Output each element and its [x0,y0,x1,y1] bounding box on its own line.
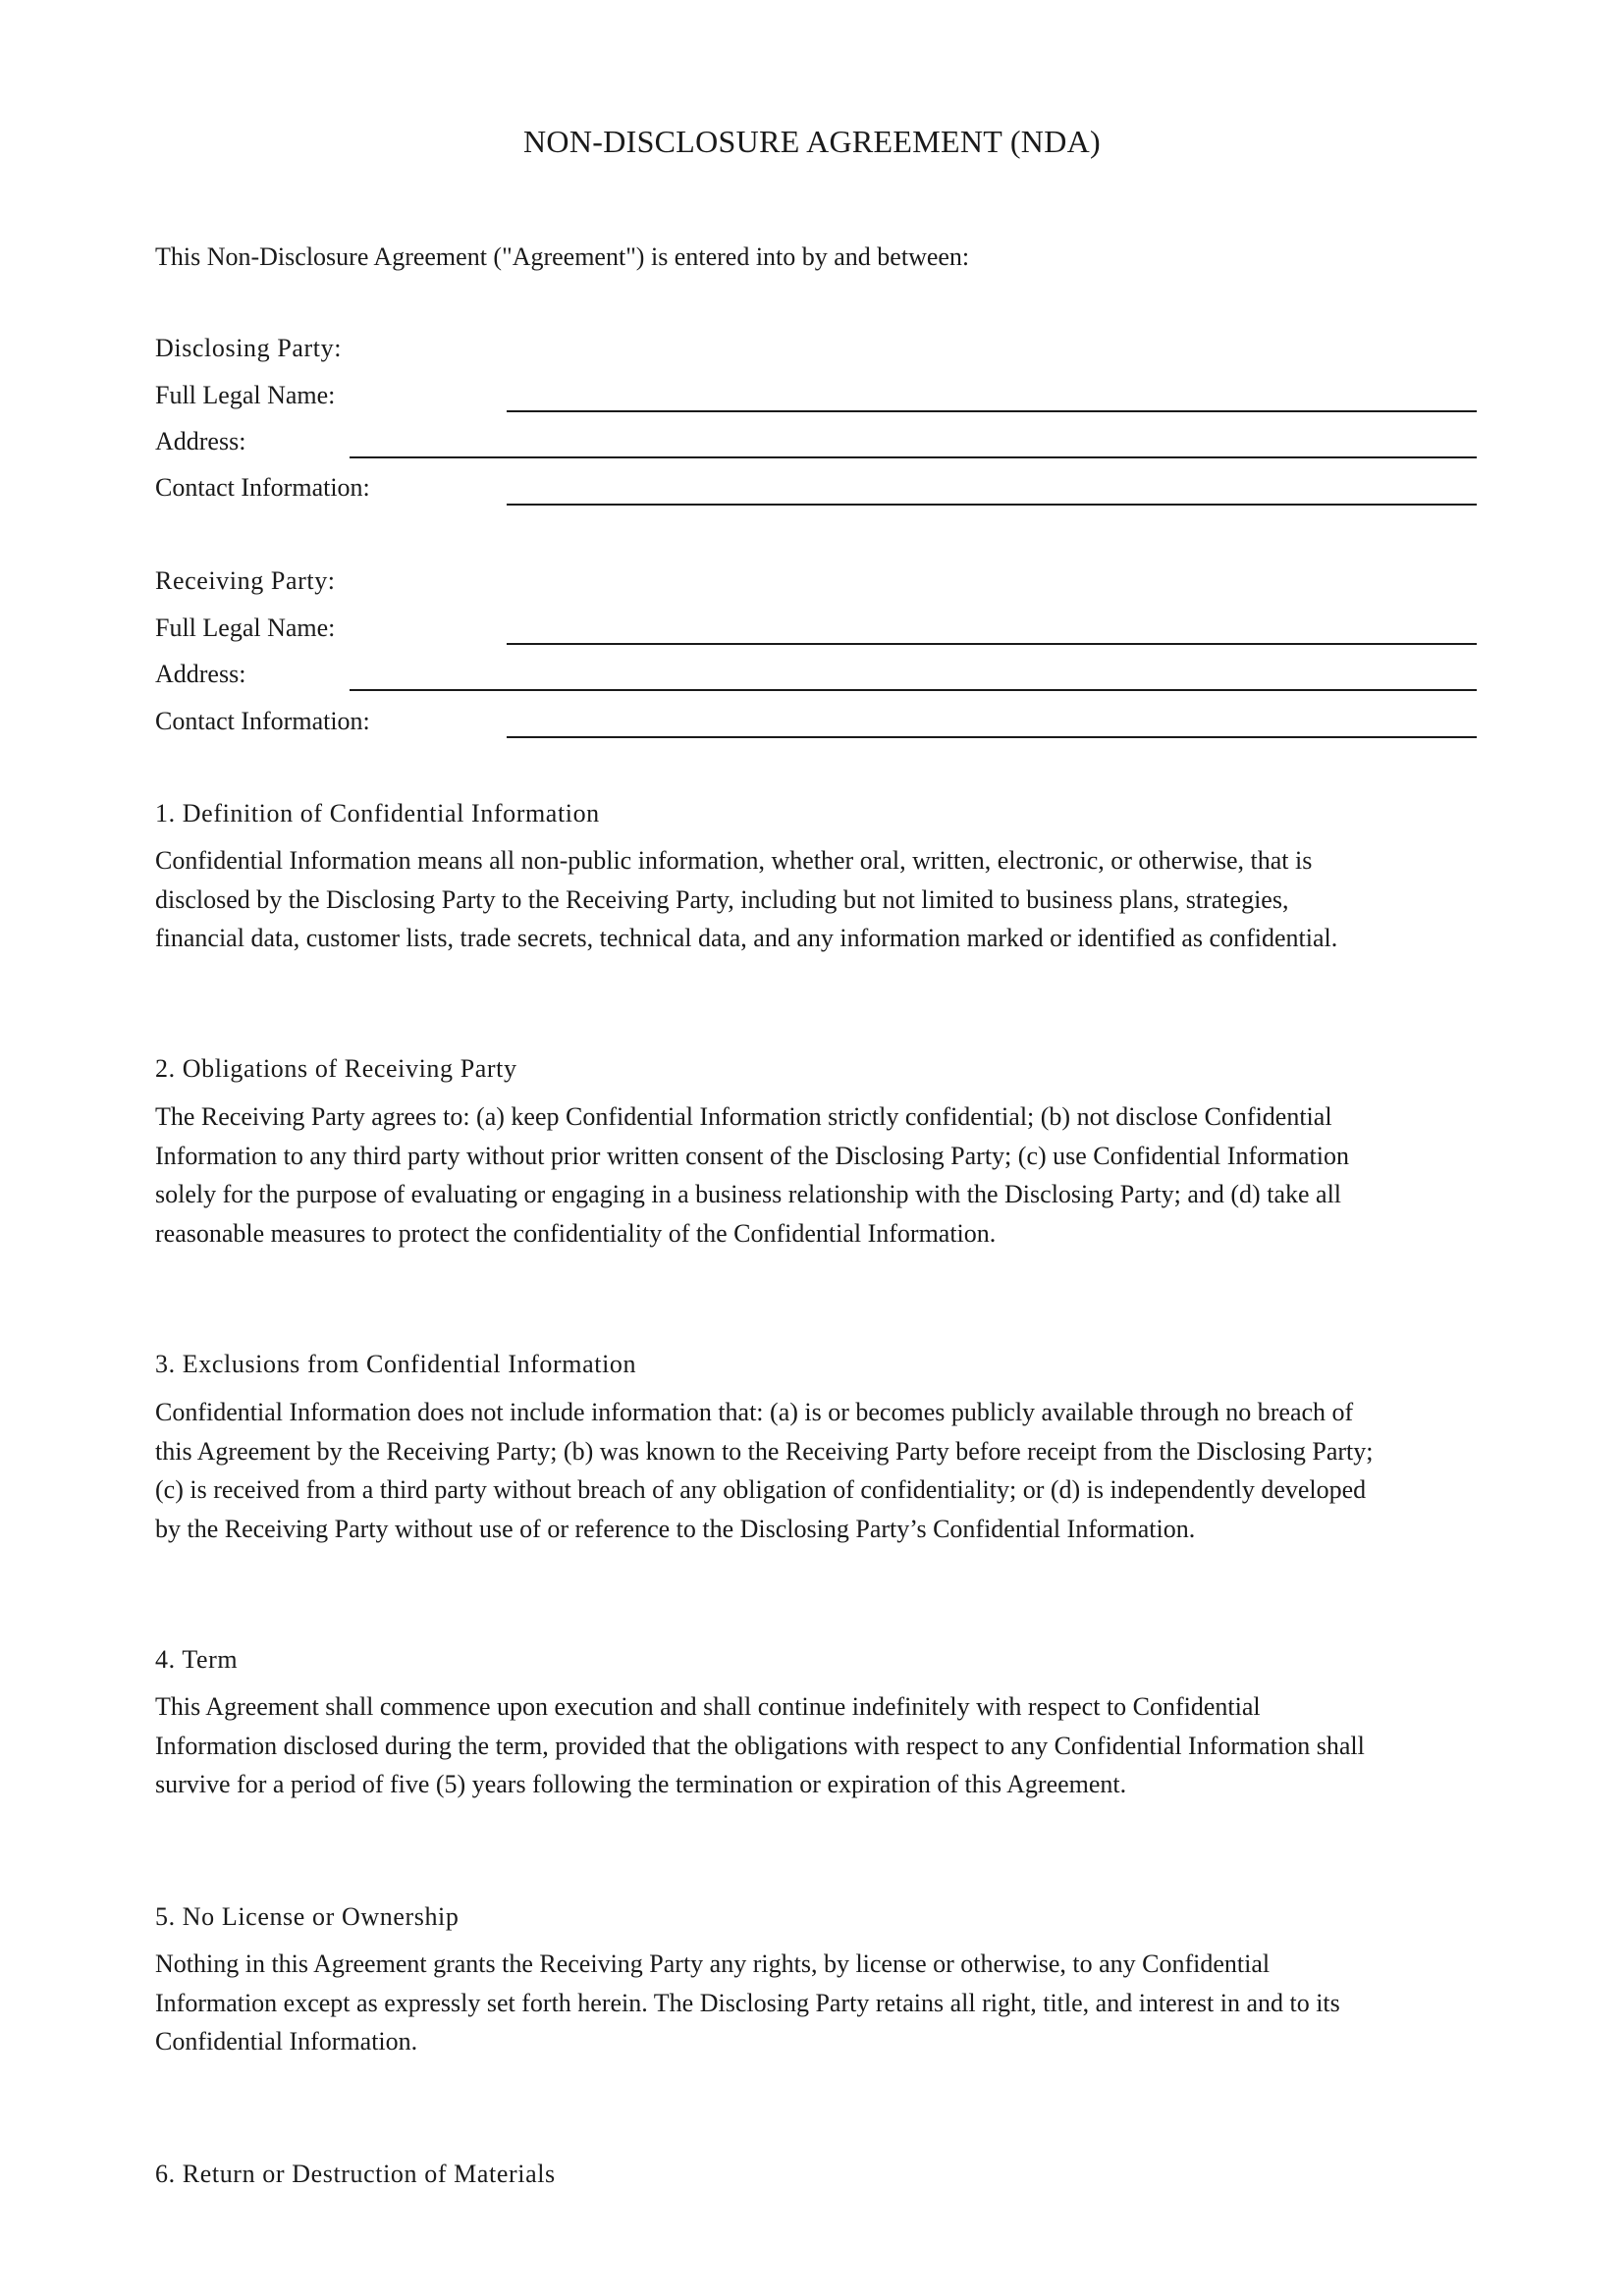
section-2-line-4: reasonable measures to protect the confidentiality of the Confidential Information. [155,1218,997,1248]
section-3-body [155,1393,1481,1548]
section-4-line-1: This Agreement shall commence upon execution and shall continue indefinitely with respect to Confidential [155,1692,1261,1721]
section-3-line-2: this Agreement by the Receiving Party; (b) was known to the Receiving Party before receipt from the Disclosing Party; [155,1436,1374,1466]
section-4-body [155,1687,1481,1804]
receiving-full-legal-name-label: Full Legal Name: [155,614,336,642]
section-5-line-3: Confidential Information. [155,2027,418,2056]
section-2-body [155,1097,1481,1253]
disclosing-contact-info-field[interactable] [507,504,1477,506]
disclosing-address-field[interactable] [350,456,1477,458]
section-3-line-3: (c) is received from a third party without breach of any obligation of confidentiality; or (d) is independently developed [155,1475,1367,1504]
section-2-line-3: solely for the purpose of evaluating or engaging in a business relationship with the Disclosing Party; and (d) take all [155,1180,1342,1208]
receiving-full-legal-name-field[interactable] [507,643,1477,645]
section-4-line-2: Information disclosed during the term, provided that the obligations with respect to any Confidential Information shall [155,1731,1365,1760]
section-1-line-3: financial data, customer lists, trade secrets, technical data, and any information marked or identified as confidential. [155,924,1338,952]
section-1-line-2: disclosed by the Disclosing Party to the Receiving Party, including but not limited to business plans, strategies, [155,884,1289,914]
section-2-line-2: Information to any third party without prior written consent of the Disclosing Party; (c) use Confidential Information [155,1141,1349,1170]
receiving-address-label: Address: [155,660,246,688]
receiving-contact-info-label: Contact Information: [155,707,370,735]
disclosing-party-heading: Disclosing Party: [155,334,343,362]
section-1-body [155,841,1481,958]
section-2-line-1: The Receiving Party agrees to: (a) keep Confidential Information strictly confidential; (b) not disclose Confidential [155,1102,1332,1131]
receiving-party-heading: Receiving Party: [155,566,336,595]
disclosing-full-legal-name-label: Full Legal Name: [155,381,336,409]
section-3-line-1: Confidential Information does not include information that: (a) is or becomes publicly available through no breach of [155,1398,1354,1426]
section-1-line-1: Confidential Information means all non-public information, whether oral, written, electronic, or otherwise, that is [155,846,1313,875]
section-3-heading: 3. Exclusions from Confidential Information [155,1350,637,1378]
section-5-heading: 5. No License or Ownership [155,1902,460,1931]
disclosing-contact-info-label: Contact Information: [155,473,370,502]
document-title: NON-DISCLOSURE AGREEMENT (NDA) [523,124,1101,159]
section-1-heading: 1. Definition of Confidential Information [155,799,600,828]
section-6-heading: 6. Return or Destruction of Materials [155,2160,556,2188]
receiving-address-field[interactable] [350,689,1477,691]
receiving-contact-info-field[interactable] [507,736,1477,738]
disclosing-full-legal-name-field[interactable] [507,410,1477,412]
section-5-body [155,1945,1481,2061]
section-4-heading: 4. Term [155,1645,239,1674]
intro-text: This Non-Disclosure Agreement ("Agreement") is entered into by and between: [155,242,970,271]
section-5-line-2: Information except as expressly set forth herein. The Disclosing Party retains all right, title, and interest in and to its [155,1988,1340,2017]
section-4-line-3: survive for a period of five (5) years following the termination or expiration of this Agreement. [155,1770,1127,1798]
section-5-line-1: Nothing in this Agreement grants the Receiving Party any rights, by license or otherwise, to any Confidential [155,1949,1271,1978]
section-3-line-4: by the Receiving Party without use of or reference to the Disclosing Party’s Confidential Information. [155,1514,1196,1543]
disclosing-address-label: Address: [155,427,246,455]
section-2-heading: 2. Obligations of Receiving Party [155,1054,517,1083]
